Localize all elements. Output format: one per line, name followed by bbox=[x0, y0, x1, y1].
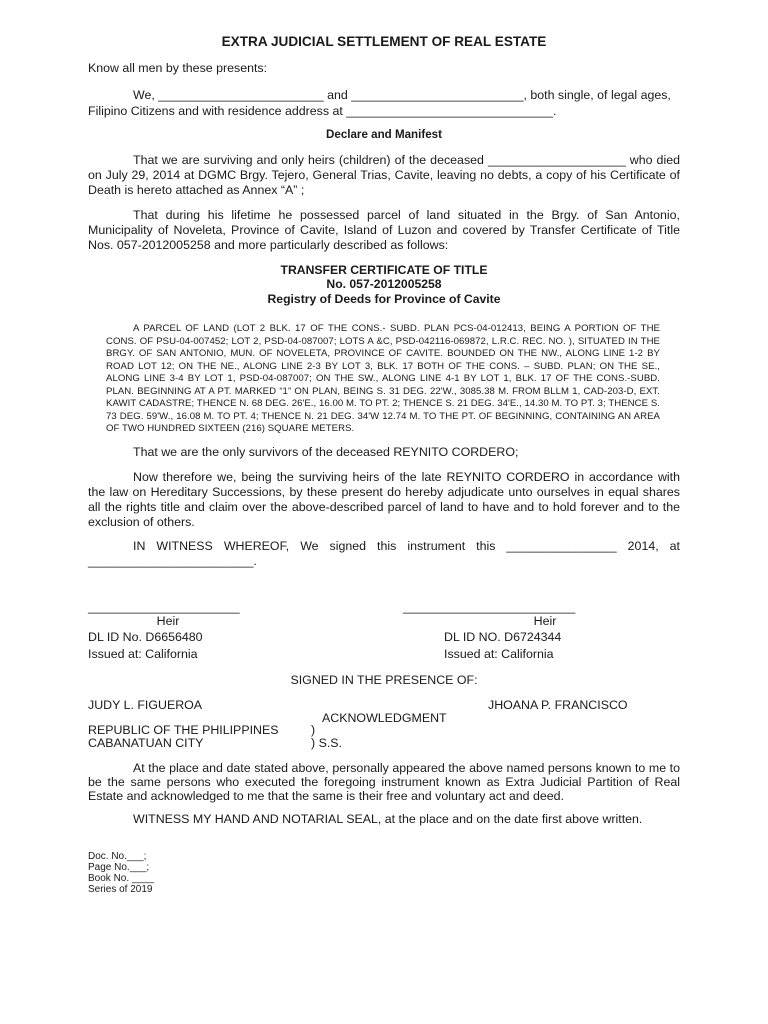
we-line-1: We, ________________________ and _________________________, both single, of legal ages, bbox=[133, 88, 671, 102]
series-year: Series of 2019 bbox=[88, 884, 153, 895]
document-title: EXTRA JUDICIAL SETTLEMENT OF REAL ESTATE bbox=[221, 34, 547, 49]
tct-heading-line-1: TRANSFER CERTIFICATE OF TITLE bbox=[280, 263, 488, 277]
intro-line: Know all men by these presents: bbox=[88, 61, 268, 75]
we-line-2: Filipino Citizens and with residence address at ______________________________. bbox=[88, 104, 557, 118]
paragraph-land: That during his lifetime he possessed parcel of land situated in the Brgy. of San Antonio, Municipality of Noveleta, Province of Cavite, Island of Luzon and covered by Transfer Certificate of Title Nos. 057-2012005258 and more particularly described as follows: bbox=[88, 208, 680, 252]
doc-number: Doc. No.___; bbox=[88, 851, 147, 862]
paragraph-heirs: That we are surviving and only heirs (children) of the deceased ____________________ who died on July 29, 2014 at DGMC Brgy. Tejero, General Trias, Cavite, leaving no debts, a copy of his Certificate of Death is hereto attached as Annex “A” ; bbox=[88, 153, 680, 197]
acknowledgment-heading: ACKNOWLEDGMENT bbox=[322, 711, 447, 725]
venue-line-1: REPUBLIC OF THE PHILIPPINES bbox=[88, 723, 279, 737]
heir-2-dl-id: DL ID NO. D6724344 bbox=[444, 630, 562, 644]
heir-2-role: Heir bbox=[533, 614, 557, 628]
page-number: Page No.___; bbox=[88, 862, 150, 873]
witness-1-name: JUDY L. FIGUEROA bbox=[88, 698, 203, 712]
witness-line-1: IN WITNESS WHEREOF, We signed this instrument this ________________ 2014, at bbox=[133, 539, 680, 553]
venue-line-1-mark: ) bbox=[311, 723, 316, 737]
tct-heading-line-2: No. 057-2012005258 bbox=[326, 277, 442, 291]
signed-presence-heading: SIGNED IN THE PRESENCE OF: bbox=[290, 673, 478, 687]
witness-2-name: JHOANA P. FRANCISCO bbox=[488, 698, 628, 712]
venue-line-2-mark: ) S.S. bbox=[311, 736, 342, 750]
heir-1-dl-id: DL ID No. D6656480 bbox=[88, 630, 203, 644]
land-description: A PARCEL OF LAND (LOT 2 BLK. 17 OF THE CONS.- SUBD. PLAN PCS-04-012413, BEING A PORTION OF THE CONS. OF PSU-04-007452; LOT 2, PSD-04-087007; LOTS A &C, PSD-042116-069872, L.R.C. REC. NO. ), SITUATED IN THE BRGY. OF SAN ANTONIO, MUN. OF NOVELETA, PROVINCE OF CAVITE. BOUNDED ON THE NW., ALONG LINE 1-2 BY ROAD LOT 12; ON THE NE., ALONG LINE 2-3 BY LOT 3, BLK. 17 BOTH OF THE CONS. – SUBD. PLAN; ON THE SE., ALONG LINE 3-4 BY LOT 1, PSD-04-087007; ON THE SW., ALONG LINE 4-1 BY LOT 1, BLK. 17 OF THE CONS.-SUBD. PLAN. BEGINNING AT A PT. MARKED “1” ON PLAN, BEING S. 31 DEG. 22'W., 3085.38 M. FROM BLLM 1, CAD-203-D, EXT. KAWIT CADASTRE; THENCE N. 68 DEG. 26'E., 16.00 M. TO PT. 2; THENCE S. 21 DEG. 34'E., 14.30 M. TO PT. 3; THENCE S. 73 DEG. 59'W., 16.08 M. TO PT. 4; THENCE N. 21 DEG. 34'W 12.74 M. TO THE PT. OF BEGINNING, CONTAINING AN AREA OF TWO HUNDRED SIXTEEN (216) SQUARE METERS. bbox=[106, 323, 660, 434]
heir-1-signature-line: ______________________ bbox=[88, 600, 240, 614]
book-number: Book No. ____ bbox=[88, 873, 155, 884]
paragraph-now-therefore: Now therefore we, being the surviving heirs of the late REYNITO CORDERO in accordance with the law on Hereditary Successions, by these present do hereby adjudicate unto ourselves in equal shares all the rights title and claim over the above-described parcel of land to have and to hold forever and to the exclusion of others. bbox=[88, 470, 680, 529]
witness-line-2: ________________________. bbox=[88, 554, 257, 568]
witness-seal-line: WITNESS MY HAND AND NOTARIAL SEAL, at the place and on the date first above written. bbox=[133, 812, 643, 826]
tct-heading-line-3: Registry of Deeds for Province of Cavite bbox=[267, 292, 501, 306]
heir-2-signature-line: _________________________ bbox=[403, 600, 576, 614]
paragraph-appeared: At the place and date stated above, personally appeared the above named persons known to me to be the same persons who executed the foregoing instrument known as Extra Judicial Partition of Real Estate and acknowledged to me that the same is their free and voluntary act and deed. bbox=[88, 761, 680, 803]
declare-heading: Declare and Manifest bbox=[326, 128, 442, 141]
paragraph-survivors: That we are the only survivors of the deceased REYNITO CORDERO; bbox=[133, 445, 519, 459]
heir-2-issued: Issued at: California bbox=[444, 647, 554, 661]
heir-1-role: Heir bbox=[156, 614, 180, 628]
venue-line-2: CABANATUAN CITY bbox=[88, 736, 204, 750]
heir-1-issued: Issued at: California bbox=[88, 647, 198, 661]
